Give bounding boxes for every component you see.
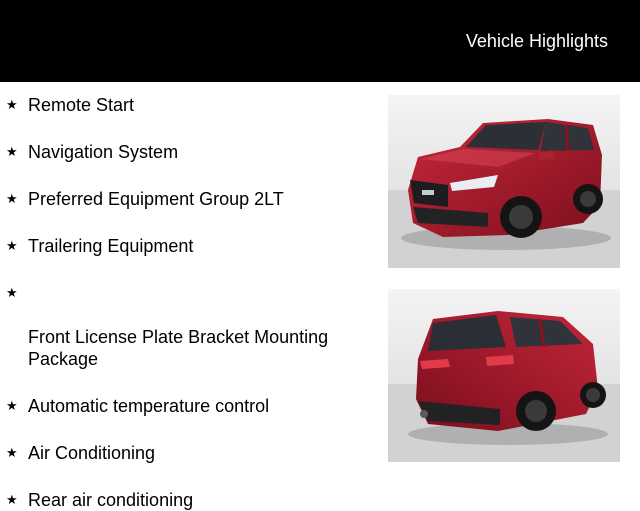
feature-label: Preferred Equipment Group 2LT [28, 189, 284, 209]
feature-item [6, 94, 376, 116]
vehicle-front-photo [388, 95, 620, 268]
vehicle-front-illustration [388, 95, 620, 268]
star-icon: ★ [6, 144, 18, 159]
feature-item [6, 282, 376, 370]
feature-list [6, 94, 376, 511]
feature-label: Automatic temperature control [28, 396, 270, 416]
feature-label: Rear air conditioning [28, 490, 194, 510]
feature-label: Air Conditioning [28, 443, 156, 463]
feature-item [6, 489, 376, 511]
header-title: Vehicle Highlights [465, 31, 608, 51]
star-icon: ★ [6, 285, 18, 300]
feature-label: Remote Start [28, 95, 135, 115]
feature-item [6, 141, 376, 163]
star-icon: ★ [6, 492, 18, 507]
star-icon: ★ [6, 191, 18, 206]
star-icon: ★ [6, 398, 18, 413]
vehicle-rear-illustration [388, 289, 620, 462]
header-bar [0, 0, 640, 82]
vehicle-rear-photo [388, 289, 620, 462]
feature-label: Front License Plate Bracket Mounting Package [28, 327, 329, 369]
star-icon: ★ [6, 97, 18, 112]
star-icon: ★ [6, 238, 18, 253]
feature-item [6, 442, 376, 464]
feature-item [6, 395, 376, 417]
feature-item [6, 235, 376, 257]
feature-label: Trailering Equipment [28, 236, 194, 256]
star-icon: ★ [6, 445, 18, 460]
feature-item [6, 188, 376, 210]
feature-label: Navigation System [28, 142, 179, 162]
